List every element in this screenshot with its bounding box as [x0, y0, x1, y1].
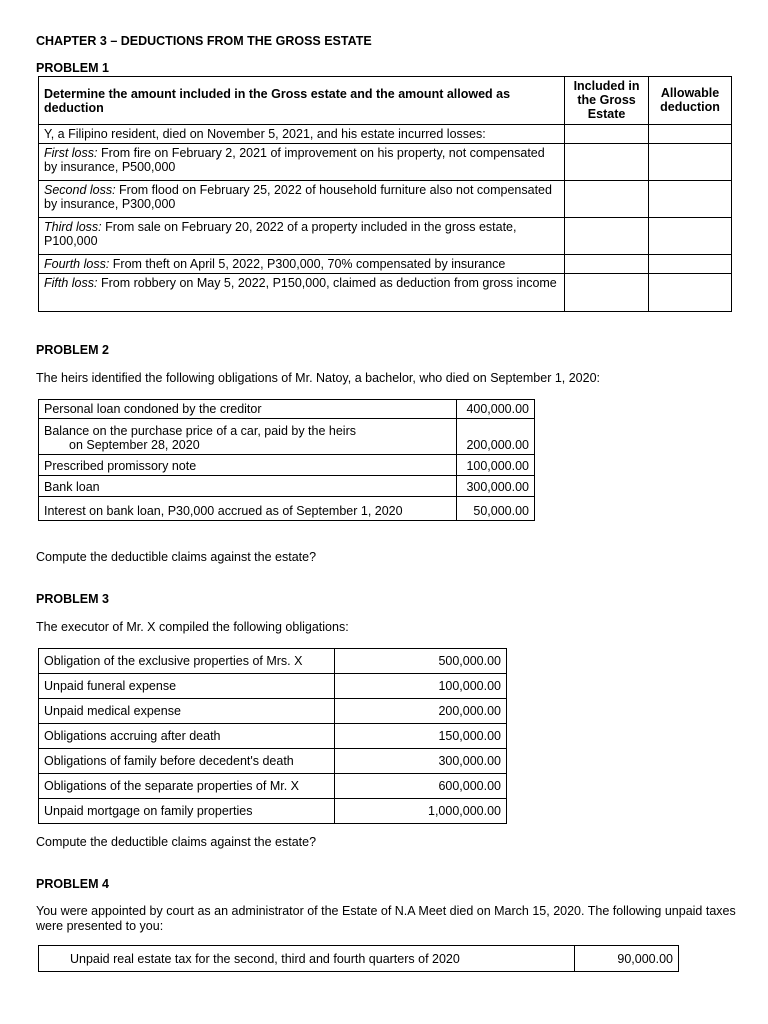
problem3-question: Compute the deductible claims against the estate?: [36, 835, 317, 849]
included-cell: [565, 255, 649, 274]
included-cell: [565, 144, 649, 181]
column-header-allowable: Allowable deduction: [649, 77, 732, 125]
loss-text: From flood on February 25, 2022 of household furniture also not compensated by insurance, P300,000: [44, 183, 552, 211]
table-row: [39, 419, 535, 455]
obligation-item-line1: Balance on the purchase price of a car, paid by the heirs: [44, 424, 356, 438]
obligation-amount: 100,000.00: [457, 455, 535, 476]
table-row: [39, 455, 535, 476]
problem1-heading: PROBLEM 1: [36, 61, 109, 75]
allowable-cell: [649, 255, 732, 274]
obligation-amount: 200,000.00: [335, 699, 507, 724]
obligation-amount: 50,000.00: [457, 497, 535, 521]
obligation-item: Prescribed promissory note: [39, 455, 457, 476]
obligation-item: Bank loan: [39, 476, 457, 497]
loss-label: Third loss:: [44, 220, 102, 234]
obligation-item: Obligations accruing after death: [39, 724, 335, 749]
allowable-cell: [649, 218, 732, 255]
tax-item: Unpaid real estate tax for the second, third and fourth quarters of 2020: [39, 946, 575, 972]
obligation-amount: 400,000.00: [457, 400, 535, 419]
loss-description: [39, 144, 565, 181]
obligation-item: Personal loan condoned by the creditor: [39, 400, 457, 419]
problem3-intro: The executor of Mr. X compiled the following obligations:: [36, 620, 349, 634]
problem4-table: [38, 945, 679, 972]
obligation-amount: 200,000.00: [457, 419, 535, 455]
obligation-item: Obligation of the exclusive properties of Mrs. X: [39, 649, 335, 674]
obligation-amount: 300,000.00: [457, 476, 535, 497]
allowable-cell: [649, 274, 732, 312]
table-row: [39, 218, 732, 255]
problem2-table: [38, 399, 535, 521]
loss-label: First loss:: [44, 146, 98, 160]
table-row: [39, 125, 732, 144]
table-header-row: [39, 77, 732, 125]
loss-description: [39, 255, 565, 274]
obligation-item: Unpaid funeral expense: [39, 674, 335, 699]
table-row: [39, 749, 507, 774]
problem4-heading: PROBLEM 4: [36, 877, 109, 891]
obligation-item: Obligations of family before decedent's death: [39, 749, 335, 774]
problem1-header-description: Determine the amount included in the Gross estate and the amount allowed as deduction: [39, 77, 565, 125]
table-row: [39, 799, 507, 824]
table-row: [39, 181, 732, 218]
table-row: [39, 649, 507, 674]
loss-text: From theft on April 5, 2022, P300,000, 70% compensated by insurance: [109, 257, 506, 271]
obligation-item: Unpaid medical expense: [39, 699, 335, 724]
loss-label: Fifth loss:: [44, 276, 98, 290]
loss-text: From robbery on May 5, 2022, P150,000, claimed as deduction from gross income: [97, 276, 557, 290]
obligation-amount: 300,000.00: [335, 749, 507, 774]
obligation-amount: 500,000.00: [335, 649, 507, 674]
column-header-included: Included in the Gross Estate: [565, 77, 649, 125]
table-row: [39, 699, 507, 724]
table-row: [39, 274, 732, 312]
problem1-intro: Y, a Filipino resident, died on November 5, 2021, and his estate incurred losses:: [39, 125, 565, 144]
loss-text: From fire on February 2, 2021 of improvement on his property, not compensated by insurance, P500,000: [44, 146, 545, 174]
table-row: [39, 946, 679, 972]
loss-description: [39, 218, 565, 255]
obligation-amount: 1,000,000.00: [335, 799, 507, 824]
tax-amount: 90,000.00: [575, 946, 679, 972]
included-cell: [565, 274, 649, 312]
obligation-amount: 100,000.00: [335, 674, 507, 699]
problem2-heading: PROBLEM 2: [36, 343, 109, 357]
loss-description: [39, 274, 565, 312]
table-row: [39, 724, 507, 749]
problem3-table: [38, 648, 507, 824]
allowable-cell: [649, 125, 732, 144]
problem1-table: [38, 76, 732, 312]
table-row: [39, 144, 732, 181]
obligation-item: Obligations of the separate properties of Mr. X: [39, 774, 335, 799]
obligation-item: Unpaid mortgage on family properties: [39, 799, 335, 824]
included-cell: [565, 181, 649, 218]
loss-label: Fourth loss:: [44, 257, 110, 271]
obligation-item: Interest on bank loan, P30,000 accrued as of September 1, 2020: [39, 497, 457, 521]
allowable-cell: [649, 144, 732, 181]
obligation-item-line2: on September 28, 2020: [69, 438, 200, 452]
table-row: [39, 497, 535, 521]
included-cell: [565, 218, 649, 255]
loss-description: [39, 181, 565, 218]
problem4-intro: You were appointed by court as an administrator of the Estate of N.A Meet died on March 15, 2020. The following unpaid taxes were presented to you:: [36, 904, 736, 933]
table-row: [39, 255, 732, 274]
loss-label: Second loss:: [44, 183, 116, 197]
allowable-cell: [649, 181, 732, 218]
obligation-amount: 600,000.00: [335, 774, 507, 799]
table-row: [39, 400, 535, 419]
chapter-title: CHAPTER 3 – DEDUCTIONS FROM THE GROSS ESTATE: [36, 34, 372, 48]
problem2-question: Compute the deductible claims against the estate?: [36, 550, 317, 564]
table-row: [39, 476, 535, 497]
included-cell: [565, 125, 649, 144]
obligation-item: [39, 419, 457, 455]
problem3-heading: PROBLEM 3: [36, 592, 109, 606]
table-row: [39, 674, 507, 699]
obligation-amount: 150,000.00: [335, 724, 507, 749]
table-row: [39, 774, 507, 799]
problem2-intro: The heirs identified the following obligations of Mr. Natoy, a bachelor, who died on September 1, 2020:: [36, 371, 601, 385]
loss-text: From sale on February 20, 2022 of a property included in the gross estate, P100,000: [44, 220, 517, 248]
